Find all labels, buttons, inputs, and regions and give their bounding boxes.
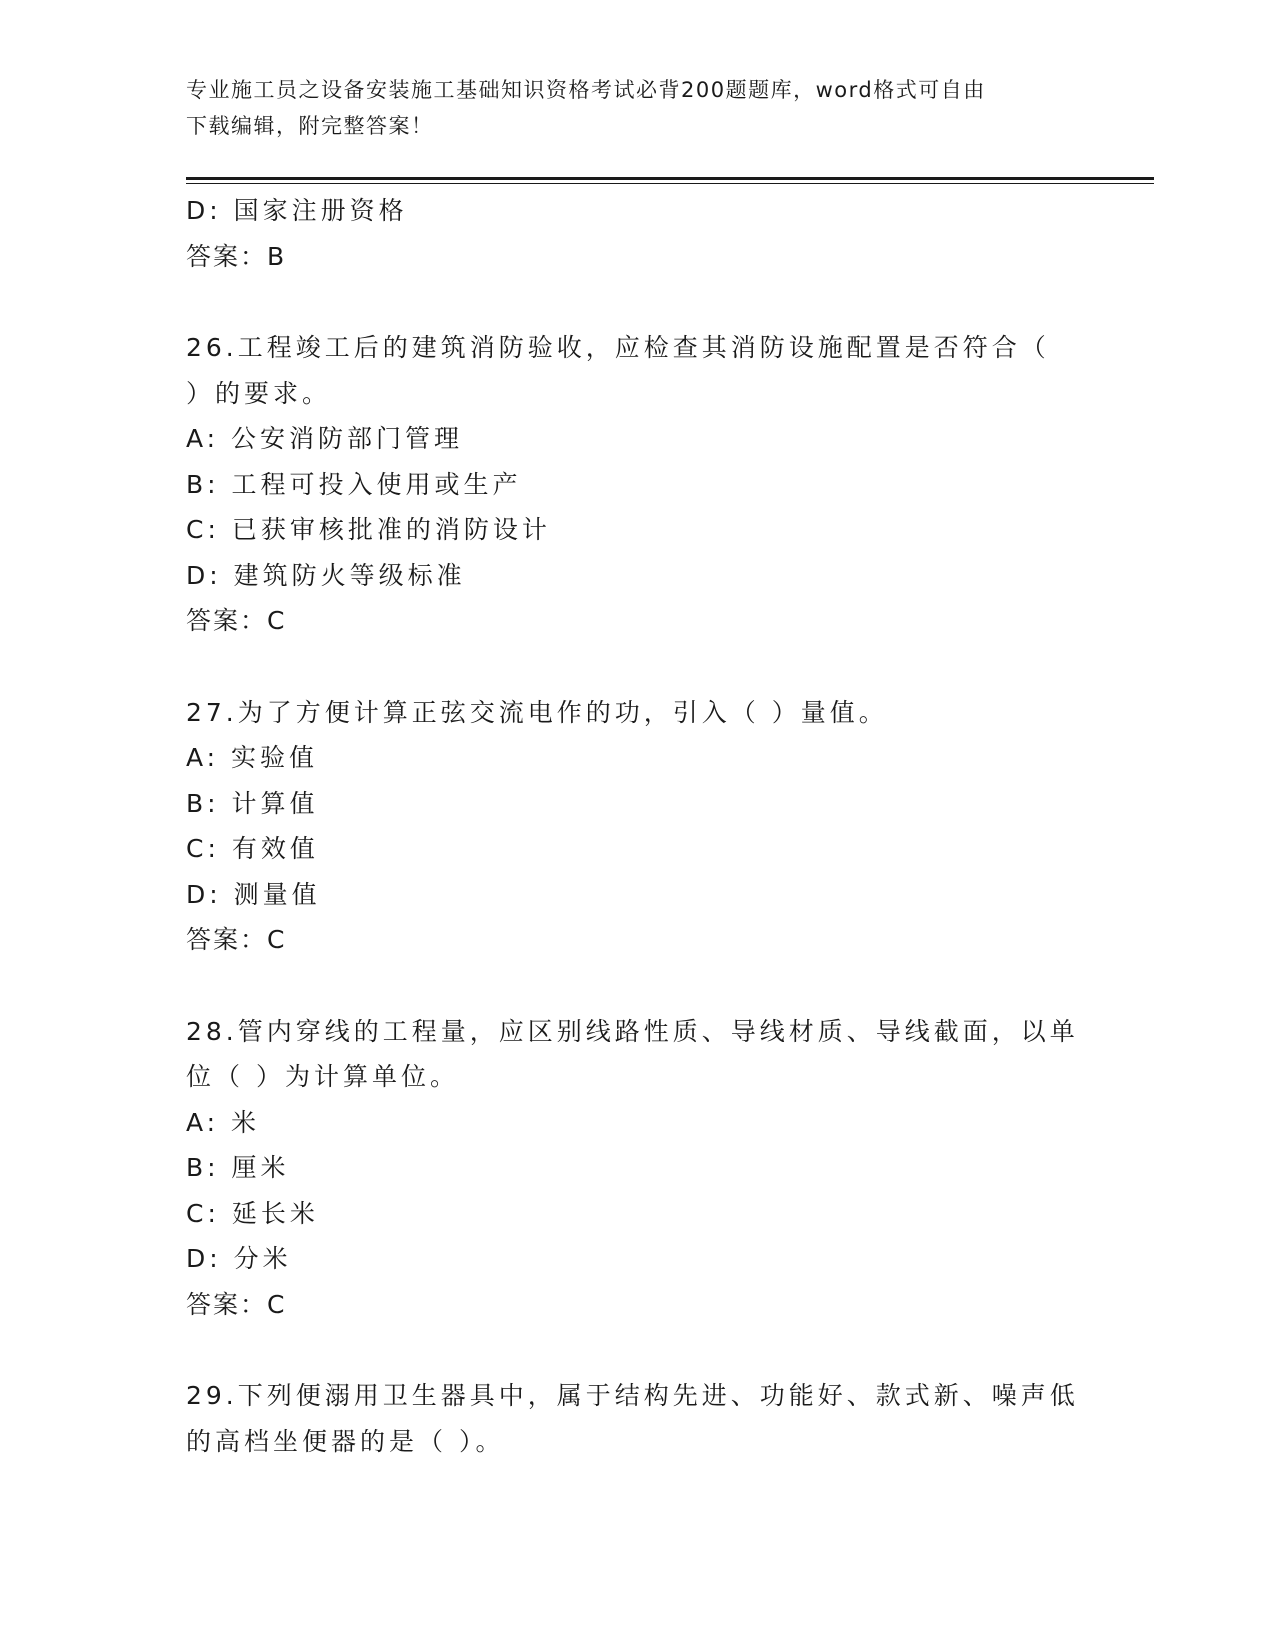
option-b: B: 计算值	[186, 788, 319, 818]
option-c: C: 延长米	[186, 1198, 319, 1228]
answer-line: 答案：C	[186, 1289, 287, 1319]
question-stem-line-1: 26.工程竣工后的建筑消防验收，应检查其消防设施配置是否符合（	[186, 333, 1050, 362]
answer-line: 答案：B	[186, 241, 287, 271]
question-stem-line-1: 27.为了方便计算正弦交流电作的功，引入（ ）量值。	[186, 697, 888, 727]
option-c: C: 有效值	[186, 834, 319, 863]
question-27	[186, 690, 1086, 963]
header-rule-thick	[186, 177, 1154, 180]
option-c: C: 已获审核批准的消防设计	[186, 515, 551, 544]
question-28	[186, 1009, 1086, 1328]
option-b: B: 厘米	[186, 1153, 290, 1182]
option-b: B: 工程可投入使用或生产	[186, 469, 522, 499]
question-29	[186, 1373, 1086, 1464]
option-d: D: 测量值	[186, 879, 321, 909]
question-stem-line-1: 28.管内穿线的工程量，应区别线路性质、导线材质、导线截面，以单	[186, 1016, 1079, 1046]
question-25-tail	[186, 188, 1086, 279]
option-a: A: 公安消防部门管理	[186, 424, 464, 453]
option-d: D: 建筑防火等级标准	[186, 560, 466, 590]
question-26	[186, 325, 1086, 644]
header-title-line-1: 专业施工员之设备安装施工基础知识资格考试必背200题题库，word格式可自由	[186, 78, 986, 102]
question-stem-line-2: 位（ ）为计算单位。	[186, 1062, 459, 1091]
question-stem-line-2: ）的要求。	[186, 378, 332, 408]
question-stem-line-2: 的高档坐便器的是（ ）。	[186, 1426, 505, 1456]
option-a: A: 实验值	[186, 743, 319, 772]
answer-line: 答案：C	[186, 925, 287, 954]
answer-line: 答案：C	[186, 606, 287, 635]
option-d: D: 国家注册资格	[186, 196, 408, 225]
option-d: D: 分米	[186, 1244, 292, 1273]
header-rule-thin	[186, 183, 1154, 184]
question-list	[186, 188, 1086, 1464]
option-a: A: 米	[186, 1107, 261, 1137]
question-stem-line-1: 29.下列便溺用卫生器具中，属于结构先进、功能好、款式新、噪声低	[186, 1381, 1079, 1410]
header-title-line-2: 下载编辑，附完整答案！	[186, 114, 434, 138]
document-header	[186, 72, 1086, 144]
